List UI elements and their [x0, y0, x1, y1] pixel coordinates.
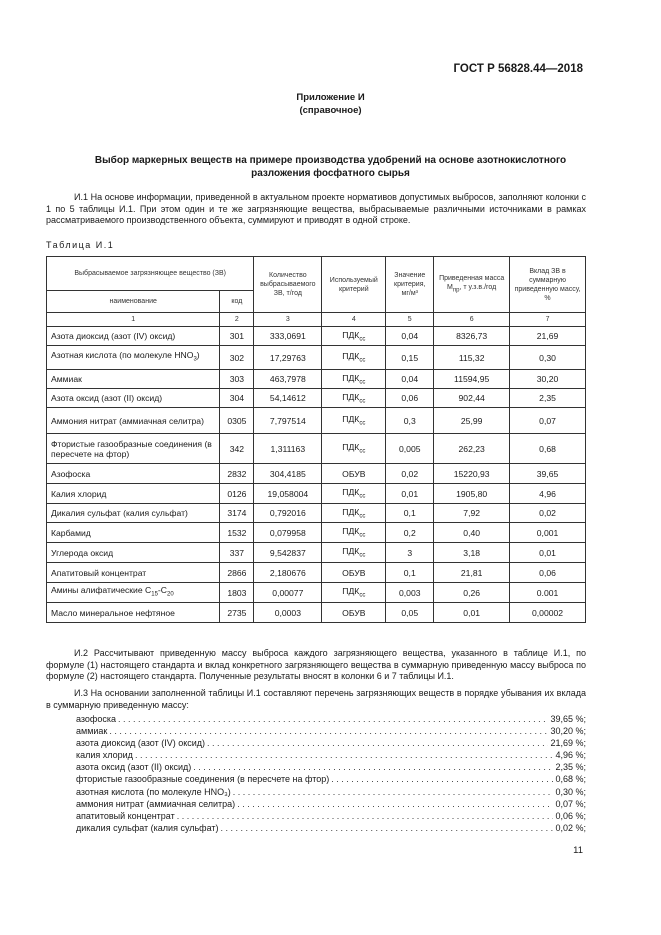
section-title [40, 154, 621, 180]
cell-substance-name [47, 370, 220, 389]
cell-code: 2866 [220, 563, 254, 583]
cell-code: 2832 [220, 464, 254, 484]
cell-code: 0305 [220, 408, 254, 434]
cell-substance-name [47, 543, 220, 563]
ranking-item-name: калия хлорид [76, 750, 133, 761]
cell-quantity: 9,542837 [254, 543, 322, 563]
ranking-item-name: аммония нитрат (аммиачная селитра) [76, 798, 236, 809]
cell-code: 337 [220, 543, 254, 563]
substance-name-text: Амины алифатические С [51, 585, 152, 596]
cell-substance-name [47, 408, 220, 434]
criterion-text: ОБУВ [342, 468, 366, 479]
dot-leader [237, 798, 553, 810]
dot-leader [207, 737, 548, 749]
cell-code: 303 [220, 370, 254, 389]
cell-contribution: 0.001 [510, 583, 586, 603]
dot-leader [135, 749, 554, 761]
ranking-item-name: азота диоксид (азот (IV) оксид) [76, 738, 206, 749]
cell-contribution: 0,06 [510, 563, 586, 583]
cell-quantity: 0,0003 [254, 603, 322, 623]
dot-leader [233, 786, 554, 798]
cell-criterion-value: 0,1 [386, 504, 434, 523]
cell-contribution: 21,69 [510, 327, 586, 346]
ranking-item [76, 737, 586, 749]
table-row [47, 504, 586, 523]
cell-criterion [322, 464, 386, 484]
dot-leader [177, 810, 554, 822]
column-number-3: 3 [254, 313, 322, 327]
cell-criterion-value: 0,02 [386, 464, 434, 484]
cell-quantity: 333,0691 [254, 327, 322, 346]
substance-name-text: Карбамид [51, 527, 91, 538]
cell-reduced-mass: 0,40 [434, 523, 510, 543]
cell-quantity: 1,311163 [254, 434, 322, 464]
criterion-subscript: сс [359, 357, 366, 364]
cell-criterion-value: 0,05 [386, 603, 434, 623]
cell-reduced-mass: 11594,95 [434, 370, 510, 389]
criterion-text: ПДК [342, 526, 360, 537]
substance-name-text: Аммония нитрат (аммиачная селитра) [51, 415, 204, 426]
cell-criterion [322, 563, 386, 583]
paragraph-1: И.1 На основе информации, приведенной в актуальном проекте нормативов допустимых выбросов, заполняют колонки с 1 по 5 таблицы И.1. При этом один и те же загрязняющие вещества, выбрасываемые различными источниками в рамках рассматриваемого производственного объекта, суммируют и приводят в одной строке. [46, 192, 586, 226]
paragraph-3: И.3 На основании заполненной таблицы И.1 составляют перечень загрязняющих веществ в порядке убывания их вклада в суммарную приведенную массу: [46, 688, 586, 710]
cell-code: 342 [220, 434, 254, 464]
ranking-item-value: 0,68 %; [555, 774, 586, 785]
cell-criterion-value: 3 [386, 543, 434, 563]
cell-code: 0126 [220, 484, 254, 504]
criterion-subscript: сс [359, 336, 366, 343]
cell-contribution: 0,01 [510, 543, 586, 563]
ranking-item [76, 749, 586, 761]
table-row [47, 346, 586, 370]
cell-quantity: 7,797514 [254, 408, 322, 434]
cell-substance-name [47, 523, 220, 543]
cell-reduced-mass: 115,32 [434, 346, 510, 370]
cell-code: 301 [220, 327, 254, 346]
cell-criterion-value: 0,3 [386, 408, 434, 434]
substance-name-text: Азота диоксид (азот (IV) оксид) [51, 331, 176, 341]
ranking-item-value: 39,65 %; [550, 714, 586, 724]
substance-name-text: Азофоска [51, 468, 91, 479]
substance-name-text: Аммиак [51, 374, 82, 384]
column-number-1: 1 [47, 313, 220, 327]
header-contribution: Вклад ЗВ в суммарную приведенную массу, % [510, 257, 586, 313]
paragraph-2: И.2 Рассчитывают приведенную массу выброса каждого загрязняющего вещества, указанного в таблице И.1, по формуле (1) настоящего стандарта и вклад конкретного загрязняющего вещества в суммарную приведенную массу выброса по формуле (2) настоящего стандарта. Полученные результаты вносят в колонки 6 и 7 таблицы И.1. [46, 648, 586, 682]
ranking-item [76, 713, 586, 725]
ranking-item-value: 0,02 %; [555, 822, 586, 833]
table-row [47, 583, 586, 603]
criterion-text: ПДК [342, 487, 360, 498]
cell-quantity: 463,7978 [254, 370, 322, 389]
cell-substance-name [47, 346, 220, 370]
ranking-item-name: апатитовый концентрат [76, 810, 175, 821]
header-reduced-mass [434, 257, 510, 313]
column-number-2: 2 [220, 313, 254, 327]
cell-substance-name [47, 484, 220, 504]
ranking-item [76, 822, 586, 834]
ranking-item [76, 725, 586, 737]
cell-criterion-value: 0,005 [386, 434, 434, 464]
table-row [47, 563, 586, 583]
substance-name-text: Масло минеральное нефтяное [51, 607, 175, 618]
cell-criterion [322, 408, 386, 434]
substance-name-text: Углерода оксид [51, 547, 114, 558]
cell-criterion-value: 0,01 [386, 484, 434, 504]
cell-code: 1803 [220, 583, 254, 603]
table-row [47, 603, 586, 623]
cell-reduced-mass: 25,99 [434, 408, 510, 434]
substance-name-text: Азотная кислота (по молекуле HNO [51, 350, 194, 361]
substance-name-text: Азота оксид (азот (II) оксид) [51, 393, 163, 403]
cell-quantity: 2,180676 [254, 563, 322, 583]
substance-name-text: Фтористые газообразные соединения (в пересчете на фтор) [51, 438, 212, 459]
cell-substance-name [47, 603, 220, 623]
criterion-subscript: сс [359, 398, 366, 405]
cell-criterion [322, 603, 386, 623]
header-criterion-value: Значение критерия, мг/м³ [386, 257, 434, 313]
appendix-label: Приложение И [296, 92, 365, 103]
table-row [47, 523, 586, 543]
criterion-text: ПДК [342, 414, 360, 425]
ranking-item-value: 4,96 %; [555, 750, 586, 761]
cell-substance-name [47, 389, 220, 408]
cell-contribution: 30,20 [510, 370, 586, 389]
column-number-7: 7 [510, 313, 586, 327]
dot-leader [221, 822, 554, 834]
cell-criterion-value: 0,2 [386, 523, 434, 543]
substance-name-subscript: 15 [151, 591, 158, 598]
cell-quantity: 17,29763 [254, 346, 322, 370]
cell-contribution: 0,001 [510, 523, 586, 543]
cell-substance-name [47, 327, 220, 346]
cell-substance-name [47, 464, 220, 484]
ranking-item [76, 761, 586, 773]
ranking-item-name: азотная кислота (по молекуле HNO₃) [76, 786, 231, 797]
cell-criterion [322, 543, 386, 563]
cell-quantity: 0,00077 [254, 583, 322, 603]
page-number: 11 [573, 845, 583, 856]
ranking-item-value: 21,69 %; [550, 738, 586, 749]
cell-substance-name [47, 563, 220, 583]
cell-code: 2735 [220, 603, 254, 623]
cell-quantity: 0,079958 [254, 523, 322, 543]
appendix-heading [0, 91, 661, 117]
dot-leader [118, 713, 548, 725]
cell-criterion-value: 0,003 [386, 583, 434, 603]
ranking-item-name: азофоска [76, 714, 116, 724]
cell-criterion-value: 0,06 [386, 389, 434, 408]
table-body [47, 327, 586, 623]
criterion-subscript: сс [359, 532, 366, 539]
header-name: наименование [47, 291, 220, 313]
ranking-item-value: 2,35 %; [555, 762, 586, 773]
cell-code: 302 [220, 346, 254, 370]
cell-contribution: 0,07 [510, 408, 586, 434]
section-title-line-2: разложения фосфатного сырья [251, 168, 410, 179]
table-row [47, 327, 586, 346]
cell-reduced-mass: 262,23 [434, 434, 510, 464]
appendix-note: (справочное) [299, 105, 362, 116]
table-row [47, 389, 586, 408]
criterion-subscript: сс [359, 448, 366, 455]
table-row [47, 484, 586, 504]
cell-contribution: 0,00002 [510, 603, 586, 623]
header-reduced-mass-unit: , т у.з.в./год [459, 283, 497, 291]
substance-name-suffix: -С [157, 585, 167, 596]
criterion-text: ОБУВ [342, 607, 366, 618]
criterion-subscript: сс [359, 420, 366, 427]
column-numbers-row [47, 313, 586, 327]
cell-criterion [322, 484, 386, 504]
cell-reduced-mass: 21,81 [434, 563, 510, 583]
cell-criterion-value: 0,04 [386, 370, 434, 389]
substance-name-suffix: ) [196, 350, 200, 361]
criterion-subscript: сс [359, 552, 366, 559]
criterion-subscript: сс [359, 379, 366, 386]
cell-contribution: 0,68 [510, 434, 586, 464]
cell-quantity: 304,4185 [254, 464, 322, 484]
header-quantity: Количество выбрасываемого ЗВ, т/год [254, 257, 322, 313]
ranking-item-value: 30,20 %; [550, 726, 586, 737]
header-reduced-mass-sub: пр [452, 287, 460, 294]
substance-name-subscript: 3 [193, 356, 197, 363]
ranking-item-name: дикалия сульфат (калия сульфат) [76, 822, 219, 833]
ranking-item-name: фтористые газообразные соединения (в пересчете на фтор) [76, 774, 330, 785]
substance-name-subscript-2: 20 [167, 591, 174, 598]
table-row [47, 543, 586, 563]
dot-leader [193, 761, 553, 773]
cell-reduced-mass: 3,18 [434, 543, 510, 563]
criterion-text: ОБУВ [342, 567, 366, 578]
cell-code: 304 [220, 389, 254, 408]
criterion-text: ПДК [342, 391, 360, 402]
ranking-item [76, 810, 586, 822]
table-row [47, 434, 586, 464]
cell-contribution: 0,02 [510, 504, 586, 523]
cell-code: 3174 [220, 504, 254, 523]
cell-criterion-value: 0,04 [386, 327, 434, 346]
criterion-subscript: сс [359, 513, 366, 520]
section-title-line-1: Выбор маркерных веществ на примере производства удобрений на основе азотнокислотного [94, 155, 567, 166]
ranking-item-value: 0,07 %; [555, 798, 586, 809]
cell-substance-name [47, 434, 220, 464]
cell-contribution: 2,35 [510, 389, 586, 408]
table-row [47, 370, 586, 389]
ranking-item-value: 0,30 %; [555, 786, 586, 797]
ranking-item-name: азота оксид (азот (II) оксид) [76, 762, 192, 773]
cell-reduced-mass: 0,26 [434, 583, 510, 603]
criterion-text: ПДК [342, 586, 360, 597]
cell-quantity: 19,058004 [254, 484, 322, 504]
table-caption: Таблица И.1 [46, 240, 115, 250]
substance-name-text: Апатитовый концентрат [51, 567, 147, 578]
column-number-5: 5 [386, 313, 434, 327]
cell-contribution: 0,30 [510, 346, 586, 370]
criterion-text: ПДК [342, 372, 360, 383]
cell-criterion-value: 0,15 [386, 346, 434, 370]
emissions-table [46, 256, 586, 623]
criterion-text: ПДК [342, 506, 360, 517]
criterion-text: ПДК [342, 329, 360, 340]
ranking-item [76, 798, 586, 810]
dot-leader [331, 773, 553, 785]
cell-substance-name [47, 504, 220, 523]
cell-quantity: 54,14612 [254, 389, 322, 408]
substance-name-text: Калия хлорид [51, 488, 107, 499]
header-criterion: Используемый критерий [322, 257, 386, 313]
cell-criterion-value: 0,1 [386, 563, 434, 583]
cell-criterion [322, 370, 386, 389]
cell-criterion [322, 346, 386, 370]
cell-criterion [322, 327, 386, 346]
cell-reduced-mass: 15220,93 [434, 464, 510, 484]
header-reduced-mass-text: Приведенная масса M [439, 274, 505, 291]
cell-reduced-mass: 7,92 [434, 504, 510, 523]
cell-contribution: 4,96 [510, 484, 586, 504]
criterion-text: ПДК [342, 546, 360, 557]
cell-criterion [322, 434, 386, 464]
dot-leader [109, 725, 548, 737]
criterion-subscript: сс [359, 493, 366, 500]
column-number-4: 4 [322, 313, 386, 327]
ranking-list [76, 713, 586, 834]
header-code: код [220, 291, 254, 313]
cell-substance-name [47, 583, 220, 603]
cell-quantity: 0,792016 [254, 504, 322, 523]
header-substance-group: Выбрасываемое загрязняющее вещество (ЗВ) [47, 257, 254, 291]
criterion-subscript: сс [359, 592, 366, 599]
ranking-item-name: аммиак [76, 726, 108, 737]
cell-criterion [322, 523, 386, 543]
table-row [47, 464, 586, 484]
standard-header: ГОСТ Р 56828.44—2018 [453, 63, 583, 75]
criterion-text: ПДК [342, 351, 360, 362]
criterion-text: ПДК [342, 442, 360, 453]
ranking-item-value: 0,06 %; [555, 810, 586, 821]
column-number-6: 6 [434, 313, 510, 327]
ranking-item [76, 773, 586, 785]
cell-criterion [322, 583, 386, 603]
cell-reduced-mass: 8326,73 [434, 327, 510, 346]
cell-criterion [322, 389, 386, 408]
ranking-item [76, 786, 586, 798]
cell-criterion [322, 504, 386, 523]
cell-code: 1532 [220, 523, 254, 543]
substance-name-text: Дикалия сульфат (калия сульфат) [51, 508, 188, 518]
cell-contribution: 39,65 [510, 464, 586, 484]
cell-reduced-mass: 1905,80 [434, 484, 510, 504]
table-row [47, 408, 586, 434]
cell-reduced-mass: 0,01 [434, 603, 510, 623]
cell-reduced-mass: 902,44 [434, 389, 510, 408]
